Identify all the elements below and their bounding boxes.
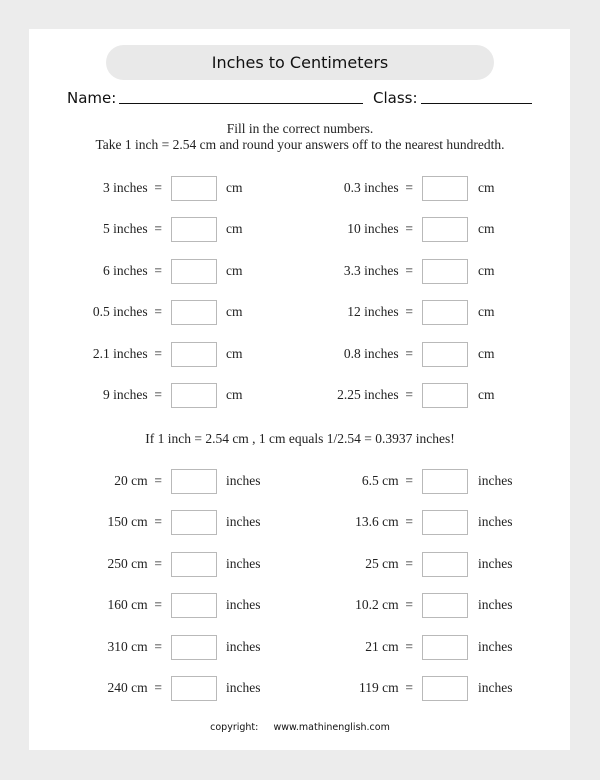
section1-left-unit-5: cm — [226, 345, 243, 361]
section1-right-unit-1: cm — [478, 180, 495, 195]
section1-right-unit-3: cm — [478, 262, 495, 278]
section2-right-expression-4: 10.2 cm = — [355, 597, 413, 613]
section2-left-unit-1: inches — [226, 473, 261, 488]
section1-left-answer-box-1[interactable] — [171, 176, 217, 201]
section2-right-unit-5: inches — [478, 638, 513, 654]
section1-right-expression-2: 10 inches = — [347, 221, 413, 237]
section2-left-expression-5: 310 cm = — [107, 638, 162, 654]
section2-right-answer-box-4[interactable] — [422, 593, 468, 618]
section2-left-answer-box-4[interactable] — [171, 593, 217, 618]
section1-right-answer-box-5[interactable] — [422, 342, 468, 367]
section1-right-answer-box-1[interactable] — [422, 176, 468, 201]
section2-left-expression-6: 240 cm = — [107, 680, 162, 695]
instruction-line-2: Take 1 inch = 2.54 cm and round your answers off to the nearest hundredth. — [95, 137, 505, 152]
conversion-note: If 1 inch = 2.54 cm , 1 cm equals 1/2.54 = 0.3937 inches! — [145, 431, 455, 446]
section2-left-expression-4: 160 cm = — [107, 597, 162, 613]
section2-right-answer-box-2[interactable] — [422, 510, 468, 535]
section2-right-unit-6: inches — [478, 680, 513, 695]
section2-left-answer-box-3[interactable] — [171, 552, 217, 577]
section1-left-answer-box-5[interactable] — [171, 342, 217, 367]
section1-left-expression-1: 3 inches = — [103, 180, 162, 195]
section2-left-answer-box-2[interactable] — [171, 510, 217, 535]
section2-left-answer-box-1[interactable] — [171, 469, 217, 494]
section2-right-unit-2: inches — [478, 514, 513, 530]
section1-right-answer-box-3[interactable] — [422, 259, 468, 284]
section1-left-expression-6: 9 inches = — [103, 387, 162, 402]
section2-left-expression-1: 20 cm = — [114, 473, 162, 488]
section1-left-answer-box-6[interactable] — [171, 383, 217, 408]
copyright-footer — [0, 722, 600, 733]
section2-right-expression-6: 119 cm = — [359, 680, 413, 695]
section1-left-expression-5: 2.1 inches = — [92, 345, 162, 361]
section2-left-unit-3: inches — [226, 555, 261, 571]
section1-right-expression-4: 12 inches = — [347, 304, 413, 320]
section2-left-answer-box-6[interactable] — [171, 676, 217, 701]
section2-right-unit-1: inches — [478, 473, 513, 488]
section1-right-unit-5: cm — [478, 345, 495, 361]
section1-left-answer-box-2[interactable] — [171, 217, 217, 242]
section1-left-unit-1: cm — [226, 180, 243, 195]
section2-left-unit-4: inches — [226, 597, 261, 613]
section1-right-answer-box-6[interactable] — [422, 383, 468, 408]
section2-left-answer-box-5[interactable] — [171, 635, 217, 660]
section2-right-expression-1: 6.5 cm = — [361, 473, 413, 488]
instruction-line-1: Fill in the correct numbers. — [226, 121, 374, 136]
section1-left-unit-3: cm — [226, 262, 243, 278]
section1-right-expression-6: 2.25 inches = — [337, 387, 413, 402]
section2-left-unit-6: inches — [226, 680, 261, 695]
section1-right-expression-3: 3.3 inches = — [343, 262, 413, 278]
section2-right-unit-3: inches — [478, 555, 513, 571]
section1-left-expression-2: 5 inches = — [103, 221, 162, 237]
section1-left-answer-box-3[interactable] — [171, 259, 217, 284]
section1-right-unit-4: cm — [478, 304, 495, 320]
section1-left-unit-6: cm — [226, 387, 243, 402]
section2-right-unit-4: inches — [478, 597, 513, 613]
section1-right-answer-box-2[interactable] — [422, 217, 468, 242]
section2-right-expression-2: 13.6 cm = — [355, 514, 413, 530]
section2-right-answer-box-5[interactable] — [422, 635, 468, 660]
section1-left-unit-4: cm — [226, 304, 243, 320]
section2-right-answer-box-6[interactable] — [422, 676, 468, 701]
section1-left-expression-3: 6 inches = — [103, 262, 162, 278]
section2-left-expression-2: 150 cm = — [107, 514, 162, 530]
section2-right-expression-5: 21 cm = — [365, 638, 413, 654]
section2-left-expression-3: 250 cm = — [107, 555, 162, 571]
section2-left-unit-2: inches — [226, 514, 261, 530]
section1-left-answer-box-4[interactable] — [171, 300, 217, 325]
section1-right-unit-2: cm — [478, 221, 495, 237]
copyright-label: copyright: — [210, 722, 259, 733]
section2-right-expression-3: 25 cm = — [365, 555, 413, 571]
section1-left-unit-2: cm — [226, 221, 243, 237]
section1-right-expression-5: 0.8 inches = — [343, 345, 413, 361]
section1-left-expression-4: 0.5 inches = — [92, 304, 162, 320]
name-label: Name: — [67, 89, 117, 107]
section1-right-answer-box-4[interactable] — [422, 300, 468, 325]
section2-left-unit-5: inches — [226, 638, 261, 654]
name-line — [119, 103, 363, 104]
worksheet-title: Inches to Centimeters — [106, 45, 494, 80]
section2-right-answer-box-3[interactable] — [422, 552, 468, 577]
copyright-site: www.mathinenglish.com — [273, 722, 390, 733]
section1-right-expression-1: 0.3 inches = — [343, 180, 413, 195]
class-label: Class: — [373, 89, 418, 107]
section1-right-unit-6: cm — [478, 387, 495, 402]
section2-right-answer-box-1[interactable] — [422, 469, 468, 494]
class-line — [421, 103, 532, 104]
